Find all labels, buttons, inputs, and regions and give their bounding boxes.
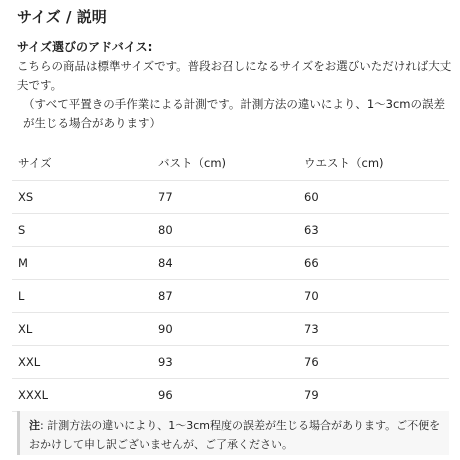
cell-size: XS <box>12 181 152 214</box>
advice-text: こちらの商品は標準サイズです。普段お召しになるサイズをお選びいただければ大丈夫です。 <box>17 59 452 92</box>
cell-waist: 60 <box>298 181 449 214</box>
advice-measurement-note: （すべて平置きの手作業による計測です。計測方法の違いにより、1～3cmの誤差が生じる場合があります） <box>23 97 446 130</box>
cell-bust: 90 <box>152 313 298 346</box>
advice-body <box>17 57 453 133</box>
cell-bust: 96 <box>152 379 298 412</box>
cell-waist: 79 <box>298 379 449 412</box>
cell-waist: 63 <box>298 214 449 247</box>
cell-bust: 77 <box>152 181 298 214</box>
cell-size: XXXL <box>12 379 152 412</box>
cell-bust: 87 <box>152 280 298 313</box>
cell-size: XL <box>12 313 152 346</box>
page-title: サイズ / 説明 <box>17 8 107 26</box>
cell-size: L <box>12 280 152 313</box>
footnote-text: : 計測方法の違いにより、1～3cm程度の誤差が生じる場合があります。ご不便をおかけして申し訳ございませんが、ご了承ください。 <box>29 419 441 451</box>
table-header-row <box>12 146 449 181</box>
table-row <box>12 379 449 412</box>
table-row <box>12 313 449 346</box>
cell-size: S <box>12 214 152 247</box>
measurement-footnote <box>17 411 449 455</box>
table-row <box>12 346 449 379</box>
table-row <box>12 247 449 280</box>
cell-waist: 66 <box>298 247 449 280</box>
cell-size: M <box>12 247 152 280</box>
header-bust: バスト（cm) <box>152 146 298 181</box>
cell-bust: 80 <box>152 214 298 247</box>
table-row <box>12 214 449 247</box>
table-row <box>12 181 449 214</box>
size-table <box>12 146 449 412</box>
cell-waist: 70 <box>298 280 449 313</box>
cell-waist: 73 <box>298 313 449 346</box>
header-size: サイズ <box>12 146 152 181</box>
cell-size: XXL <box>12 346 152 379</box>
cell-bust: 93 <box>152 346 298 379</box>
advice-heading: サイズ選びのアドバイス: <box>17 40 153 54</box>
table-row <box>12 280 449 313</box>
header-waist: ウエスト（cm) <box>298 146 449 181</box>
cell-waist: 76 <box>298 346 449 379</box>
cell-bust: 84 <box>152 247 298 280</box>
footnote-label: 注 <box>29 419 40 432</box>
